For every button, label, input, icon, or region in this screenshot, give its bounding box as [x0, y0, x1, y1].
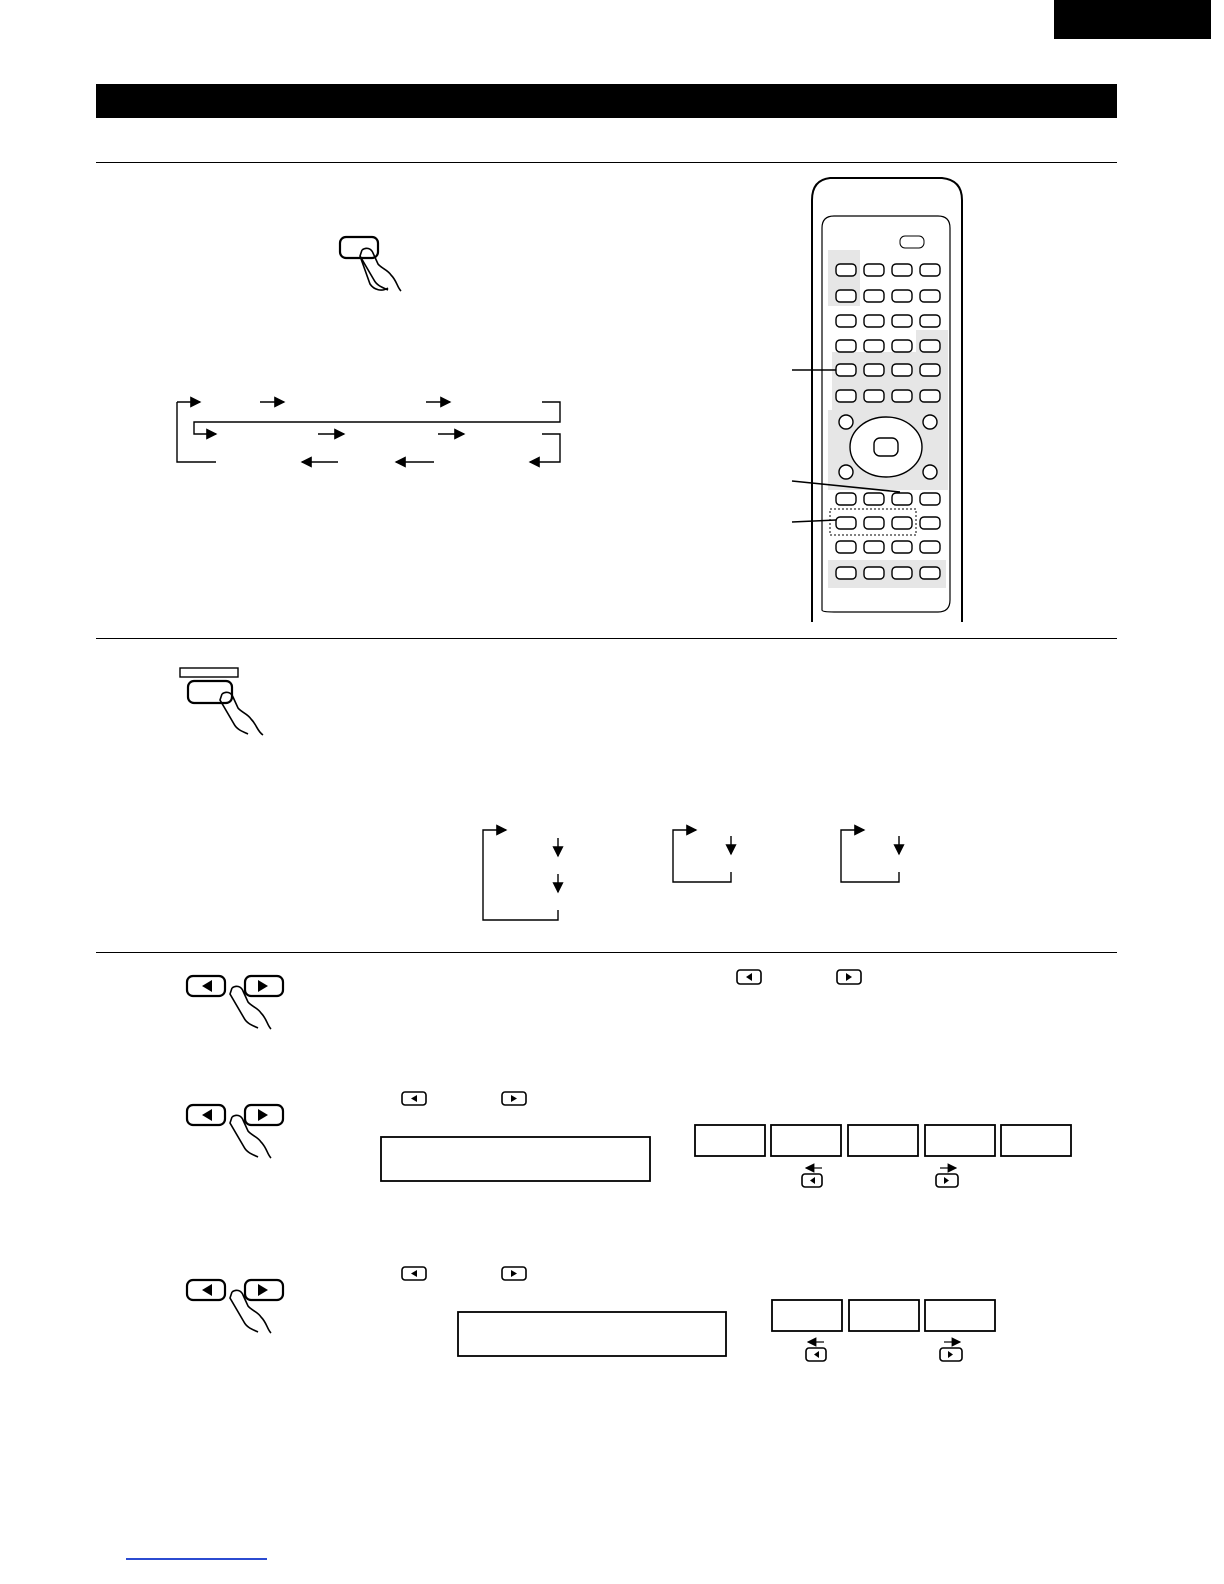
cycle-flow-diagram: [177, 402, 560, 462]
hand-press-left-right-icon: [187, 1280, 283, 1333]
left-arrow-button-icon: [402, 1092, 426, 1105]
mode-boxes: [772, 1300, 995, 1331]
hand-press-left-right-icon: [187, 1105, 283, 1158]
remote-control-illustration: [792, 178, 962, 622]
display-panel: [458, 1312, 726, 1356]
right-arrow-button-icon: [502, 1267, 526, 1280]
hand-press-left-right-icon: [187, 976, 283, 1029]
display-panel: [381, 1137, 650, 1181]
hand-press-button-icon: [180, 668, 263, 735]
left-arrow-button-icon: [402, 1267, 426, 1280]
right-arrow-button-icon: [940, 1348, 962, 1361]
right-arrow-button-icon: [837, 970, 861, 984]
right-arrow-button-icon: [936, 1174, 958, 1187]
left-arrow-button-icon: [737, 970, 761, 984]
hand-press-button-icon: [340, 237, 401, 291]
loop-flow-diagram: [483, 830, 899, 920]
mode-boxes: [695, 1125, 1071, 1156]
right-arrow-button-icon: [502, 1092, 526, 1105]
left-arrow-button-icon: [802, 1174, 822, 1187]
left-arrow-button-icon: [806, 1348, 826, 1361]
